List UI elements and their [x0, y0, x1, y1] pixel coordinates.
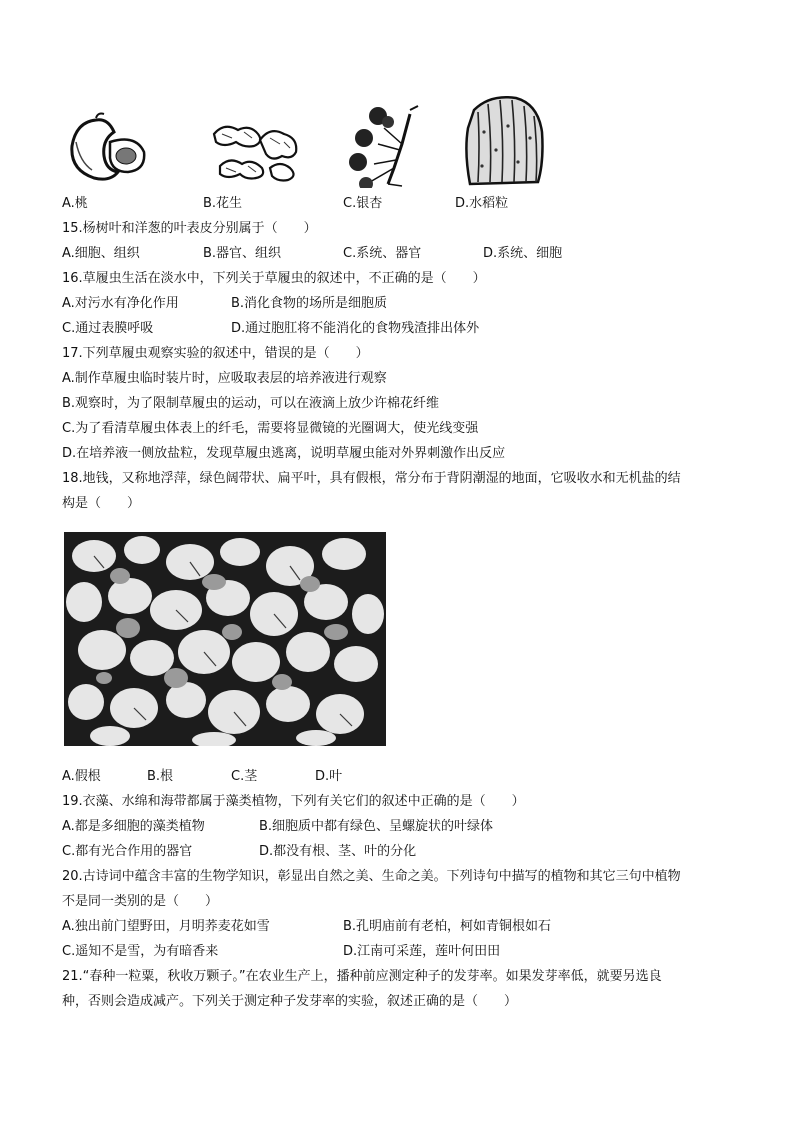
q15-stem: 15.杨树叶和洋葱的叶表皮分别属于（ ） [62, 221, 317, 236]
q17-option-b: B.观察时，为了限制草履虫的运动，可以在液滴上放少许棉花纤维 [62, 396, 440, 411]
q15-option-a: A.细胞、组织 [62, 246, 140, 261]
q18-stem-line2: 构是（ ） [62, 496, 141, 511]
q17-option-d: D.在培养液一侧放盐粒，发现草履虫逃离，说明草履虫能对外界刺激作出反应 [62, 446, 506, 461]
q19-stem: 19.衣藻、水绵和海带都属于藻类植物，下列有关它们的叙述中正确的是（ ） [62, 794, 525, 809]
q20-option-b: B.孔明庙前有老柏，柯如青铜根如石 [343, 919, 552, 934]
q17-stem: 17.下列草履虫观察实验的叙述中，错误的是（ ） [62, 346, 369, 361]
q16-option-d: D.通过胞肛将不能消化的食物残渣排出体外 [231, 321, 480, 336]
q20-option-a: A.独出前门望野田，月明荞麦花如雪 [62, 919, 270, 934]
q16-option-b: B.消化食物的场所是细胞质 [231, 296, 388, 311]
q14-option-a: A.桃 [62, 196, 88, 211]
q16-stem: 16.草履虫生活在淡水中，下列关于草履虫的叙述中，不正确的是（ ） [62, 271, 486, 286]
q19-option-d: D.都没有根、茎、叶的分化 [259, 844, 417, 859]
q17-option-c: C.为了看清草履虫体表上的纤毛，需要将显微镜的光圈调大，使光线变强 [62, 421, 479, 436]
q18-option-a: A.假根 [62, 769, 101, 784]
q17-option-a: A.制作草履虫临时装片时，应吸取表层的培养液进行观察 [62, 371, 387, 386]
liverwort-photo [64, 532, 386, 746]
peanut-image [210, 116, 302, 184]
q15-option-c: C.系统、器官 [343, 246, 422, 261]
q15-option-d: D.系统、细胞 [483, 246, 563, 261]
q18-stem-line1: 18.地钱，又称地浮萍，绿色阔带状、扁平叶，具有假根，常分布于背阴潮湿的地面，它吸收水和无机盐的结 [62, 471, 681, 486]
q15-option-b: B.器官、组织 [203, 246, 282, 261]
q18-option-b: B.根 [147, 769, 174, 784]
q18-option-c: C.茎 [231, 769, 258, 784]
q21-stem-line2: 种，否则会造成减产。下列关于测定种子发芽率的实验，叙述正确的是（ ） [62, 994, 518, 1009]
q20-option-d: D.江南可采莲，莲叶何田田 [343, 944, 501, 959]
q19-option-a: A.都是多细胞的藻类植物 [62, 819, 205, 834]
q21-stem-line1: 21.“春种一粒粟，秋收万颗子。”在农业生产上，播种前应测定种子的发芽率。如果发芽率低，就要另选良 [62, 969, 662, 984]
q16-option-c: C.通过表膜呼吸 [62, 321, 154, 336]
q16-option-a: A.对污水有净化作用 [62, 296, 179, 311]
q14-option-c: C.银杏 [343, 196, 383, 211]
q20-option-c: C.遥知不是雪，为有暗香来 [62, 944, 219, 959]
q19-option-b: B.细胞质中都有绿色、呈螺旋状的叶绿体 [259, 819, 494, 834]
ginkgo-image [344, 104, 422, 188]
q19-option-c: C.都有光合作用的器官 [62, 844, 193, 859]
q18-option-d: D.叶 [315, 769, 343, 784]
q20-stem-line2: 不是同一类别的是（ ） [62, 894, 219, 909]
q14-option-d: D.水稻粒 [455, 196, 509, 211]
q20-stem-line1: 20.古诗词中蕴含丰富的生物学知识，彰显出自然之美、生命之美。下列诗句中描写的植物和其它三句中植物 [62, 869, 681, 884]
peach-image [66, 112, 146, 184]
q14-option-b: B.花生 [203, 196, 243, 211]
rice-grain-image [460, 92, 546, 188]
